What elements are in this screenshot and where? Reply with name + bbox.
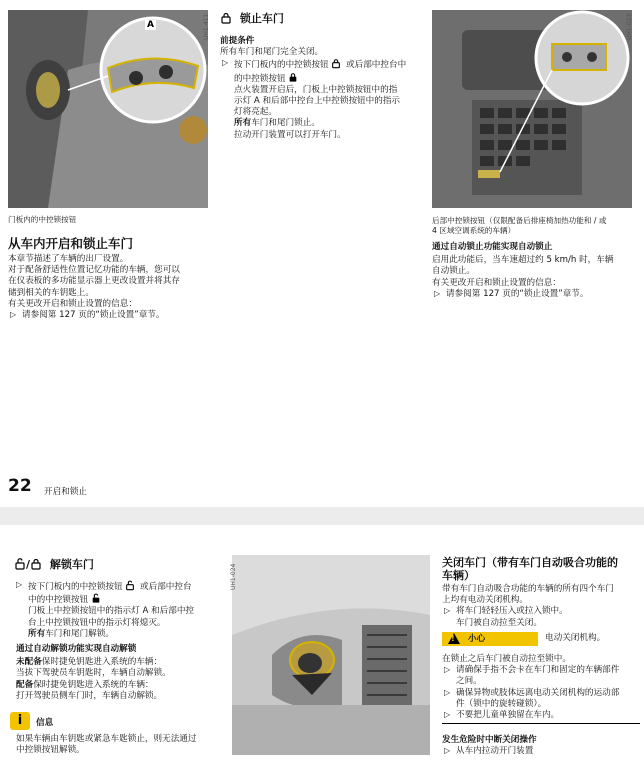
- padlock-icon: [331, 58, 343, 70]
- image-id: UH1-411: [203, 13, 210, 40]
- body-text: 保时捷免钥匙进入系统的车辆：: [41, 657, 163, 668]
- close-heading: 车辆）: [442, 569, 475, 582]
- step-text: 不要把儿童单独留在车内。: [456, 710, 560, 721]
- body-text: 带有车门自动吸合功能的车辆的所有四个车门: [442, 584, 614, 594]
- step-text: 请参阅第 127 页的“锁止设置”章节。: [446, 288, 589, 299]
- result-bold: 所有: [234, 118, 252, 129]
- door-panel-image: [8, 10, 208, 208]
- body-text: 储到相关的车钥匙上。: [8, 287, 94, 298]
- warning-label: 小心: [468, 634, 486, 644]
- result-bold: 所有: [28, 628, 46, 639]
- arrow-icon: ▷: [434, 288, 441, 298]
- image-caption: 后部中控锁按钮（仅限配备后排座椅加热功能和 / 或: [432, 216, 607, 225]
- body-text: 对于配备舒适性位置记忆功能的车辆，您可以: [8, 265, 180, 276]
- body-text: 打开驾驶员侧车门时，车辆自动解锁。: [16, 690, 163, 701]
- step-text: 灯将亮起。: [234, 107, 277, 118]
- page-number: 22: [8, 476, 32, 496]
- unlock-filled-icon: [91, 593, 103, 605]
- image-id: UH1-023: [626, 13, 633, 40]
- info-title: 信息: [36, 718, 54, 728]
- step-text: 件（锁中的旋转碰锁）。: [456, 698, 547, 709]
- page-separator: [0, 507, 644, 525]
- body-text: 有关更改开启和锁止设置的信息：: [432, 277, 561, 288]
- close-heading: 关闭车门（带有车门自动吸合功能的: [442, 556, 618, 569]
- unlock-section: / 解锁车门 ▷ 按下门板内的中控锁按钮 或后部中控台 中的中控锁按钮 门板上中控锁按钮中的指示灯 A 和后部中控 台上中控锁按钮中的指示灯将熄灭。 所有车门和尾门解锁。: [14, 556, 224, 640]
- body-text: 本章节描述了车辆的出厂设置。: [8, 254, 129, 264]
- step-text: 示灯 A 和后部中控台上中控锁按钮中的指示: [234, 96, 401, 107]
- auto-lock-section: [432, 242, 637, 300]
- arrow-icon: ▷: [444, 665, 451, 675]
- step-text: 之间。: [456, 676, 482, 687]
- step-text: 的中控锁按钮: [234, 73, 286, 84]
- close-section-continued: [442, 654, 640, 721]
- image-caption: 4 区域空调系统的车辆）: [432, 226, 516, 235]
- step-text: 从车内拉动开门装置: [456, 746, 534, 757]
- arrow-icon: ▷: [444, 687, 451, 697]
- padlock-filled-icon: [288, 72, 300, 84]
- info-text: 中控锁按钮解锁。: [16, 745, 85, 756]
- step-text: 请参阅第 127 页的“锁止设置”章节。: [22, 310, 165, 321]
- step-text: 请确保手指不会卡在车门和固定的车辆部件: [456, 665, 620, 676]
- body-text: 保时捷免钥匙进入系统的车辆：: [33, 679, 154, 690]
- body-text: 当拔下驾驶员车钥匙时，车辆自动解锁。: [16, 668, 171, 679]
- step-text: 或后部中控台中: [346, 60, 407, 71]
- body-text: 上均有电动关闭机构。: [442, 595, 528, 606]
- step-text: 将车门轻轻压入或拉入锁中。: [456, 606, 568, 617]
- arrow-icon: ▷: [444, 746, 451, 756]
- emergency-section: [442, 735, 640, 757]
- warning-icon-mark: !: [451, 634, 455, 643]
- arrow-icon: ▷: [10, 310, 17, 320]
- image-caption: 门板内的中控锁按钮: [8, 215, 77, 224]
- text-bold: 未配备: [16, 657, 42, 668]
- prereq-text: 所有车门和尾门完全关闭。: [220, 47, 324, 58]
- step-text: 门板上中控锁按钮中的指示灯 A 和后部中控: [28, 606, 195, 617]
- inside-heading: 从车内开启和锁止车门: [8, 236, 134, 251]
- door-handle-image: [232, 555, 430, 755]
- lock-heading: 锁止车门: [239, 12, 284, 25]
- arrow-icon: ▷: [444, 606, 451, 616]
- step-text: 中的中控锁按钮: [28, 595, 89, 606]
- unlock-icon: [14, 558, 26, 570]
- arrow-icon: ▷: [222, 58, 229, 68]
- step-text: 台上中控锁按钮中的指示灯将熄灭。: [28, 617, 166, 628]
- close-section: [442, 556, 640, 629]
- text-bold: 配备: [16, 679, 34, 690]
- info-icon: i: [10, 712, 30, 730]
- footer-section-title: 开启和锁止: [44, 487, 87, 497]
- lock-section: [220, 10, 425, 141]
- auto-unlock-heading: 通过自动解锁功能实现自动解锁: [16, 644, 137, 654]
- body-text: 在仪表板的多功能显示器上更改设置并将其存: [8, 276, 180, 287]
- result-text: 车门和尾门解锁。: [45, 628, 114, 639]
- step-text: 点火装置开启后，门板上中控锁按钮中的指: [234, 84, 398, 95]
- step-text: 按下门板内的中控锁按钮: [234, 60, 329, 71]
- body-text: 在锁止之后车门被自动拉至锁中。: [442, 654, 571, 664]
- center-console-image: [432, 10, 632, 208]
- info-text: 如果车辆由车钥匙或紧急车匙锁止，则无法通过: [16, 734, 197, 744]
- step-text: 按下门板内的中控锁按钮: [28, 582, 123, 592]
- unlock-heading: 解锁车门: [49, 558, 94, 571]
- body-text: 自动锁止。: [432, 266, 475, 277]
- warning-end-rule: [442, 723, 640, 724]
- body-text: 启用此功能后，当车速超过约 5 km/h 时，车辆: [432, 255, 614, 266]
- emergency-heading: 发生危险时中断关闭操作: [442, 735, 537, 745]
- prereq-title: 前提条件: [220, 36, 255, 46]
- warning-text: 电动关闭机构。: [545, 633, 606, 643]
- arrow-icon: ▷: [444, 710, 451, 720]
- marker-a: A: [147, 20, 154, 30]
- step-text: 确保异物或肢体远离电动关闭机构的运动部: [456, 687, 620, 698]
- arrow-icon: ▷: [16, 580, 23, 589]
- image-id: UH1-024: [230, 563, 237, 590]
- result-text-2: 拉动开门装置可以打开车门。: [234, 129, 346, 140]
- inside-section: [8, 234, 213, 321]
- auto-lock-heading: 通过自动锁止功能实现自动锁止: [432, 242, 553, 252]
- result-text: 车门和尾门锁止。: [251, 118, 320, 129]
- step-text: 车门被自动拉至关闭。: [456, 617, 542, 628]
- auto-unlock-section: [16, 644, 226, 702]
- padlock-icon: [220, 12, 232, 24]
- padlock-icon: [30, 558, 42, 570]
- body-text: 有关更改开启和锁止设置的信息：: [8, 298, 137, 309]
- step-text: 或后部中控台: [140, 582, 192, 592]
- unlock-icon: [125, 580, 137, 592]
